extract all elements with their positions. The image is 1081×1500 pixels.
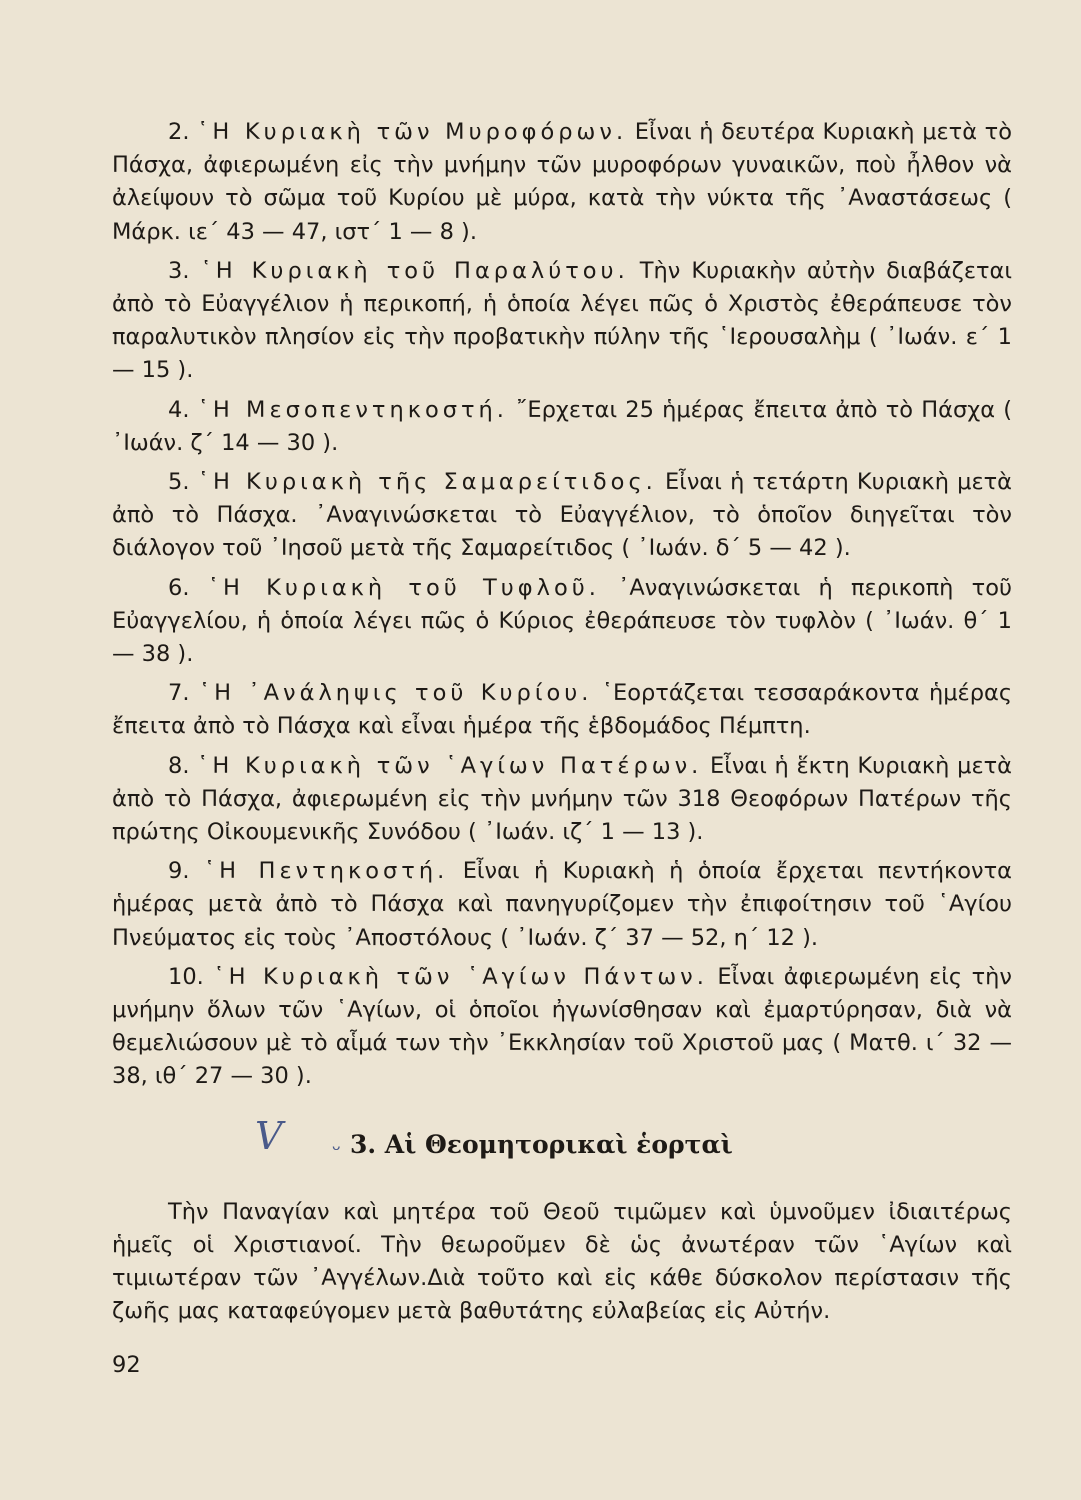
list-item (112, 572, 1012, 672)
item-title: ῾Η Κυριακὴ τῆς Σαμαρείτιδος. (197, 469, 657, 496)
item-text: ᾿Αναγινώσκεται ἡ περικοπὴ τοῦ Εὐαγγελίου, ἡ ὁποία λέγει πῶς ὁ Κύριος ἐθεράπευσε τὸν τυφλὸν ( ᾿Ιωάν. θ΄ 1 — 38 ). (112, 574, 1013, 668)
item-title: ῾Η Μεσοπεντηκοστή. (197, 396, 508, 423)
list-item (112, 961, 1012, 1094)
item-text: ῾Εορτάζεται τεσσαράκοντα ἡμέρας ἔπειτα ἀπὸ τὸ Πάσχα καὶ εἶναι ἡμέρα τῆς ἑβδομάδος Πέμπτη. (112, 680, 1013, 740)
item-title: ῾Η Κυριακὴ τῶν ῾Αγίων Πατέρων. (197, 752, 703, 779)
item-number: 4. (168, 396, 190, 423)
item-number: 8. (168, 752, 190, 779)
item-number: 9. (168, 858, 190, 885)
item-number: 3. (168, 257, 190, 284)
section-heading (112, 1113, 1012, 1172)
list-item (112, 750, 1012, 850)
item-title: ῾Η Κυριακὴ τοῦ Παραλύτου. (200, 257, 629, 284)
item-text: Εἶναι ἡ ἕκτη Κυριακὴ μετὰ ἀπὸ τὸ Πάσχα, ἀφιερωμένη εἰς τὴν μνήμην τῶν 318 Θεοφόρων Πατέρων τῆς πρώτης Οἰκουμενικῆς Συνόδου ( ᾿Ιωάν. ιζ΄ 1 — 13 ). (112, 752, 1012, 846)
item-text: ῎Ερχεται 25 ἡμέρας ἔπειτα ἀπὸ τὸ Πάσχα ( ᾿Ιωάν. ζ΄ 14 — 30 ). (112, 396, 1013, 456)
item-title: ῾Η Πεντηκοστή. (203, 858, 449, 885)
list-item (112, 466, 1012, 566)
item-title: ῾Η Κυριακὴ τοῦ Τυφλοῦ. (207, 574, 600, 601)
item-title: ῾Η Κυριακὴ τῶν Μυροφόρων. (197, 119, 628, 145)
item-number: 7. (168, 680, 190, 707)
section-title: 3. Αἱ Θεομητορικαὶ ἑορταὶ (350, 1129, 733, 1159)
list-item (112, 394, 1012, 460)
item-number: 5. (168, 469, 190, 496)
item-title: ῾Η Κυριακὴ τῶν ῾Αγίων Πάντων. (213, 963, 708, 990)
item-text: Εἶναι ἀφιερωμένη εἰς τὴν μνήμην ὅλων τῶν ῾Αγίων, οἱ ὁποῖοι ἠγωνίσθησαν καὶ ἐμαρτύρησαν, διὰ νὰ θεμελιώσουν μὲ τὸ αἷμά των τὴν ᾿Εκκλησίαν τοῦ Χριστοῦ μας ( Ματθ. ι΄ 32 — 38, ιθ΄ 27 — 30 ). (112, 963, 1012, 1090)
list-item (112, 255, 1012, 388)
item-text: Τὴν Κυριακὴν αὐτὴν διαβάζεται ἀπὸ τὸ Εὐαγγέλιον ἡ περικοπή, ἡ ὁποία λέγει πῶς ὁ Χριστὸς ἐθεράπευσε τὸν παραλυτικὸν πλησίον εἰς τὴν προβατικὴν πύλην τῆς ῾Ιερουσαλὴμ ( ᾿Ιωάν. ε΄ 1 — 15 ). (112, 257, 1012, 384)
page-content (112, 116, 1012, 1351)
item-text: Εἶναι ἡ τετάρτη Κυριακὴ μετὰ ἀπὸ τὸ Πάσχα. ᾿Αναγινώσκεται τὸ Εὐαγγέλιον, τὸ ὁποῖον διηγεῖται τὸν διάλογον τοῦ ᾿Ιησοῦ μετὰ τῆς Σαμαρείτιδος ( ᾿Ιωάν. δ΄ 5 — 42 ). (112, 469, 1013, 562)
page-number: 92 (112, 1352, 141, 1378)
handwritten-check-mark: V (255, 1113, 283, 1158)
list-item (112, 116, 1012, 249)
item-text: Εἶναι ἡ δευτέρα Κυριακὴ μετὰ τὸ Πάσχα, ἀφιερωμένη εἰς τὴν μνήμην τῶν μυροφόρων γυναικῶν, ποὺ ἦλθον νὰ ἀλείψουν τὸ σῶμα τοῦ Κυρίου μὲ μύρα, κατὰ τὴν νύκτα τῆς ᾿Αναστάσεως ( Μάρκ. ιε΄ 43 — 47, ιστ΄ 1 — 8 ). (112, 119, 1012, 245)
list-item (112, 677, 1012, 743)
item-title: ῾Η ᾿Ανάληψις τοῦ Κυρίου. (198, 680, 593, 707)
pencil-tick-mark: ᵕ (332, 1137, 342, 1163)
section-paragraph: Τὴν Παναγίαν καὶ μητέρα τοῦ Θεοῦ τιμῶμεν καὶ ὑμνοῦμεν ἰδιαιτέρως ἡμεῖς οἱ Χριστιανοί. Τὴν θεωροῦμεν δὲ ὡς ἀνωτέραν τῶν ῾Αγίων καὶ τιμιωτέραν τῶν ᾿Αγγέλων.Διὰ τοῦτο καὶ εἰς κάθε δύσκολον περίστασιν τῆς ζωῆς μας καταφεύγομεν μετὰ βαθυτάτης εὐλαβείας εἰς Αὐτήν. (112, 1198, 1012, 1325)
item-number: 6. (168, 574, 190, 601)
item-text: Εἶναι ἡ Κυριακὴ ἡ ὁποία ἔρχεται πεντήκοντα ἡμέρας μετὰ ἀπὸ τὸ Πάσχα καὶ πανηγυρίζομεν τὴν ἐπιφοίτησιν τοῦ ῾Αγίου Πνεύματος εἰς τοὺς ᾿Αποστόλους ( ᾿Ιωάν. ζ΄ 37 — 52, η΄ 12 ). (112, 858, 1012, 951)
list-item (112, 855, 1012, 955)
item-number: 10. (168, 963, 204, 990)
item-number: 2. (168, 119, 190, 145)
